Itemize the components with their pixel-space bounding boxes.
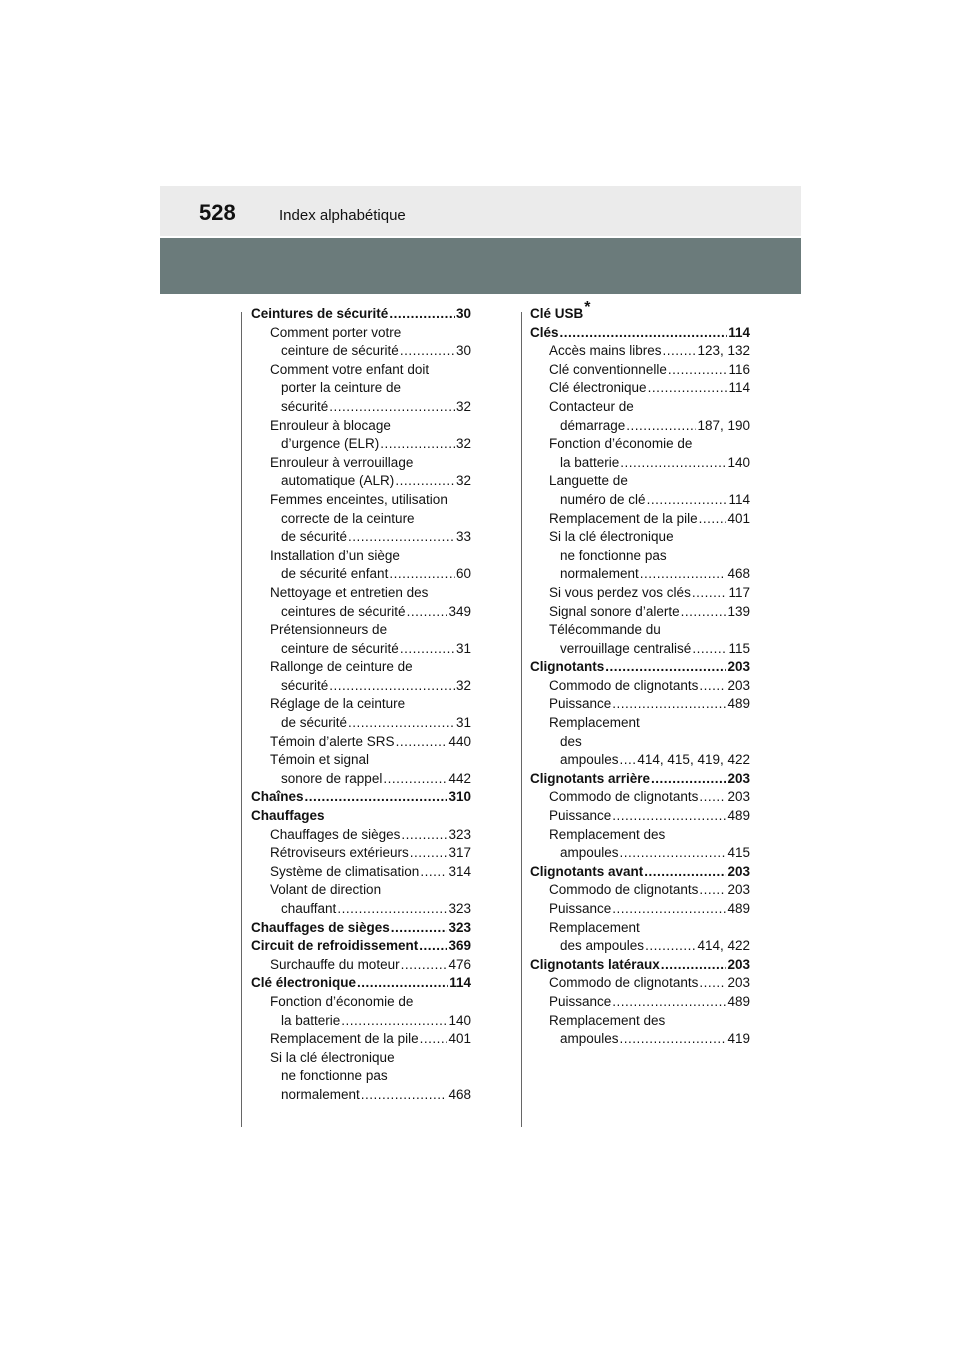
index-entry — [251, 658, 471, 677]
index-entry-page: 117 — [728, 584, 750, 600]
index-entry-text: Si vous perdez vos clés — [549, 584, 691, 600]
index-entry-text: Enrouleur à blocage — [270, 417, 391, 433]
index-entry — [530, 658, 750, 677]
index-entry — [530, 379, 750, 398]
index-entry-text: Commodo de clignotants — [549, 789, 699, 805]
dot-leader — [645, 937, 696, 956]
index-entry — [530, 299, 750, 324]
index-entry-text: de sécurité — [281, 715, 348, 731]
index-entry-page: 139 — [727, 603, 750, 619]
index-entry — [530, 342, 750, 361]
index-entry-page: 32 — [455, 398, 471, 414]
index-entry — [530, 788, 750, 807]
index-entry — [251, 751, 471, 770]
index-entry-text: Système de climatisation — [270, 863, 420, 879]
index-entry — [530, 844, 750, 863]
index-entry — [530, 751, 750, 770]
index-entry-text: Volant de direction — [270, 882, 382, 898]
dot-leader — [400, 342, 455, 361]
index-entry-page: 440 — [448, 733, 471, 749]
index-entry-text: ampoules — [560, 752, 619, 768]
index-entry-text: Comment votre enfant doit — [270, 361, 430, 377]
index-entry-page: 115 — [728, 640, 750, 656]
index-entry — [530, 603, 750, 622]
index-entry — [530, 491, 750, 510]
dot-leader — [699, 974, 726, 993]
index-entry-page: 476 — [448, 956, 471, 972]
index-entry — [530, 454, 750, 473]
index-entry-text: Fonction d’économie de — [270, 993, 414, 1009]
dot-leader — [699, 510, 727, 529]
index-entry-text: porter la ceinture de — [281, 380, 402, 396]
index-entry — [251, 807, 471, 826]
index-entry — [251, 863, 471, 882]
index-entry-text: Clé électronique — [549, 380, 647, 396]
index-entry — [251, 342, 471, 361]
dot-leader — [620, 1030, 727, 1049]
index-entry-text: Clé conventionnelle — [549, 361, 667, 377]
index-entry-text: Chauffages de sièges — [251, 919, 390, 935]
index-entry — [251, 881, 471, 900]
index-entry — [251, 491, 471, 510]
dot-leader — [692, 640, 727, 659]
index-entry-text: Témoin et signal — [270, 752, 370, 768]
index-entry-page: 30 — [455, 343, 471, 359]
index-entry-text: Chauffages de sièges — [270, 826, 401, 842]
dot-leader — [361, 1086, 448, 1105]
dot-leader — [420, 863, 447, 882]
index-entry-page: 32 — [455, 436, 471, 452]
dot-leader — [341, 1012, 447, 1031]
dot-leader — [692, 584, 728, 603]
index-entry — [251, 993, 471, 1012]
dot-leader — [681, 603, 727, 622]
index-entry-text: Clignotants latéraux — [530, 956, 660, 972]
index-entry — [251, 435, 471, 454]
dot-leader — [419, 937, 447, 956]
index-entry — [251, 733, 471, 752]
index-entry-page: 442 — [448, 770, 471, 786]
index-entry-page: 187, 190 — [697, 417, 750, 433]
dot-leader — [612, 695, 726, 714]
index-entry — [530, 695, 750, 714]
dot-leader — [651, 770, 726, 789]
dot-leader — [605, 658, 726, 677]
page-title: Index alphabétique — [279, 207, 406, 224]
index-entry-text: Nettoyage et entretien des — [270, 584, 429, 600]
dot-leader — [612, 900, 726, 919]
index-entry — [251, 584, 471, 603]
dot-leader — [410, 844, 448, 863]
index-entry-text: ampoules — [560, 845, 619, 861]
dot-leader — [560, 324, 728, 343]
index-entry — [251, 640, 471, 659]
index-entry-text: Enrouleur à verrouillage — [270, 454, 414, 470]
index-entry — [530, 993, 750, 1012]
index-entry-page: 203 — [727, 863, 750, 879]
index-column-right — [530, 299, 750, 1049]
index-entry-text: normalement — [281, 1086, 360, 1102]
index-entry-page: 489 — [727, 901, 750, 916]
index-entry-page: 32 — [455, 473, 471, 489]
index-entry-text: Clés — [530, 324, 559, 340]
index-entry-text: Femmes enceintes, utilisation — [270, 491, 448, 507]
index-entry-page: 468 — [448, 1086, 471, 1102]
index-entry — [251, 603, 471, 622]
index-entry-text: Prétensionneurs de — [270, 622, 388, 638]
index-entry — [530, 956, 750, 975]
dot-leader — [329, 398, 455, 417]
index-entry — [251, 398, 471, 417]
index-entry-text: sécurité — [281, 677, 329, 693]
index-entry-page: 203 — [727, 677, 750, 693]
index-entry-page: 123, 132 — [697, 343, 750, 359]
dot-leader — [640, 565, 727, 584]
index-entry-text: Languette de — [549, 473, 628, 489]
index-entry-page: 114 — [728, 491, 750, 507]
index-entry — [530, 640, 750, 659]
index-entry — [530, 770, 750, 789]
dot-leader — [329, 677, 455, 696]
index-entry-text: ceinture de sécurité — [281, 343, 399, 359]
index-entry-text: Installation d’un siège — [270, 547, 400, 563]
index-entry-text: Surchauffe du moteur — [270, 956, 400, 972]
dot-leader — [391, 919, 448, 938]
index-entry-text: Réglage de la ceinture — [270, 696, 406, 712]
index-entry-page: 203 — [727, 882, 750, 898]
index-entry-text: Chaînes — [251, 789, 304, 805]
index-entry-text: démarrage — [560, 417, 626, 433]
dot-leader — [407, 603, 448, 622]
index-entry — [530, 826, 750, 845]
index-entry-text: verrouillage centralisé — [560, 640, 692, 656]
dot-leader — [401, 826, 447, 845]
index-entry-text: la batterie — [560, 454, 620, 470]
index-entry-text: Clignotants arrière — [530, 770, 651, 786]
dot-leader — [305, 788, 448, 807]
index-entry — [530, 472, 750, 491]
index-entry — [530, 900, 750, 919]
index-entry — [530, 621, 750, 640]
index-entry — [530, 565, 750, 584]
index-entry — [530, 807, 750, 826]
dot-leader — [400, 640, 455, 659]
index-entry — [251, 1012, 471, 1031]
index-entry-text: Commodo de clignotants — [549, 975, 699, 991]
header-bar — [160, 186, 801, 236]
dot-leader — [699, 677, 726, 696]
index-entry-text: Chauffages — [251, 808, 325, 824]
index-entry-text: de sécurité — [281, 529, 348, 545]
index-entry-page: 203 — [727, 956, 750, 972]
index-entry-text: Signal sonore d’alerte — [549, 603, 680, 619]
index-entry — [251, 900, 471, 919]
index-entry — [530, 677, 750, 696]
index-entry — [251, 565, 471, 584]
index-entry — [530, 547, 750, 566]
index-entry-text: ne fonctionne pas — [281, 1068, 388, 1084]
index-entry — [530, 324, 750, 343]
index-entry — [251, 1086, 471, 1105]
dot-leader — [395, 472, 455, 491]
index-entry-page: 114 — [449, 975, 471, 991]
index-entry — [251, 695, 471, 714]
dot-leader — [389, 565, 455, 584]
index-entry — [251, 324, 471, 343]
index-entry-text: Puissance — [549, 808, 612, 824]
index-entry-text: normalement — [560, 566, 639, 582]
dot-leader — [647, 491, 728, 510]
dot-leader — [380, 435, 455, 454]
page-number: 528 — [199, 200, 236, 225]
index-entry-text: Comment porter votre — [270, 324, 402, 340]
index-entry-text: la batterie — [281, 1012, 341, 1028]
index-entry-page: 401 — [727, 510, 750, 526]
index-entry-text: d’urgence (ELR) — [281, 436, 380, 452]
index-entry — [251, 1030, 471, 1049]
index-entry-page: 33 — [455, 529, 471, 545]
index-entry — [251, 826, 471, 845]
index-entry — [530, 361, 750, 380]
dot-leader — [396, 733, 448, 752]
index-entry — [251, 547, 471, 566]
index-entry-page: 323 — [448, 919, 471, 935]
index-entry — [530, 881, 750, 900]
index-entry-page: 203 — [727, 789, 750, 805]
dot-leader — [699, 788, 726, 807]
index-entry-page: 116 — [728, 361, 750, 377]
index-entry — [251, 1049, 471, 1068]
index-entry-page: 203 — [727, 975, 750, 991]
index-entry — [251, 379, 471, 398]
index-entry-page: 32 — [455, 677, 471, 693]
index-entry — [251, 621, 471, 640]
index-entry-text: sonore de rappel — [281, 770, 383, 786]
index-entry — [530, 584, 750, 603]
index-entry-text: numéro de clé — [560, 491, 646, 507]
index-entry-text: Remplacement — [549, 715, 640, 731]
index-entry-text: Clé électronique — [251, 975, 357, 991]
index-entry-text: Puissance — [549, 696, 612, 712]
index-entry-text: Rétroviseurs extérieurs — [270, 845, 409, 861]
index-entry — [251, 770, 471, 789]
index-entry-text: ceintures de sécurité — [281, 603, 406, 619]
index-column-left — [251, 305, 471, 1105]
index-entry-page: 140 — [727, 454, 750, 470]
index-entry-page: 349 — [448, 603, 471, 619]
index-entry-page: 114 — [728, 380, 750, 396]
index-entry-page: 317 — [448, 845, 471, 861]
index-entry — [251, 956, 471, 975]
index-entry — [251, 528, 471, 547]
index-entry-text: des ampoules — [560, 938, 645, 954]
index-entry-text: Commodo de clignotants — [549, 677, 699, 693]
index-entry-text: Remplacement de la pile — [549, 510, 698, 526]
dot-leader — [420, 1030, 448, 1049]
index-entry-page: 60 — [455, 566, 471, 582]
index-entry-text: Si la clé électronique — [549, 529, 674, 545]
index-entry-text: Remplacement de la pile — [270, 1031, 419, 1047]
index-entry — [251, 361, 471, 380]
index-entry-text: automatique (ALR) — [281, 473, 395, 489]
index-entry-text: Clé USB — [530, 306, 584, 321]
index-entry — [251, 788, 471, 807]
dot-leader — [644, 863, 726, 882]
index-entry-page: 114 — [728, 324, 750, 340]
index-entry-text: de sécurité enfant — [281, 566, 389, 582]
index-entry-page: 314 — [448, 863, 471, 879]
index-entry-page: 31 — [455, 640, 471, 656]
right-column-rule — [521, 312, 522, 1127]
index-entry-page: 30 — [455, 306, 471, 321]
index-entry — [251, 919, 471, 938]
dot-leader — [612, 807, 726, 826]
footnote-asterisk: * — [584, 299, 591, 316]
index-entry-page: 203 — [727, 770, 750, 786]
index-entry-text: Remplacement des — [549, 826, 666, 842]
index-entry-text: Si la clé électronique — [270, 1049, 395, 1065]
dot-leader — [389, 305, 455, 324]
index-entry-text: Ceintures de sécurité — [251, 306, 389, 321]
index-entry — [530, 919, 750, 938]
index-entry-page: 323 — [448, 901, 471, 916]
index-entry-page: 401 — [448, 1031, 471, 1047]
dot-leader — [401, 956, 448, 975]
index-entry — [530, 863, 750, 882]
index-entry — [530, 510, 750, 529]
dot-leader — [661, 956, 727, 975]
index-entry-text: ceinture de sécurité — [281, 640, 399, 656]
dot-leader — [337, 900, 447, 919]
index-entry — [251, 714, 471, 733]
index-entry-text: Commodo de clignotants — [549, 882, 699, 898]
index-entry-page: 468 — [727, 566, 750, 582]
index-entry — [530, 417, 750, 436]
index-entry-text: Contacteur de — [549, 398, 634, 414]
dot-leader — [348, 528, 455, 547]
index-entry — [251, 472, 471, 491]
index-entry-text: Clignotants avant — [530, 863, 644, 879]
index-entry-text: des — [560, 733, 582, 749]
index-entry — [530, 398, 750, 417]
index-entry — [251, 844, 471, 863]
dot-leader — [699, 881, 726, 900]
dot-leader — [383, 770, 447, 789]
index-entry-page: 31 — [455, 715, 471, 731]
index-entry — [251, 937, 471, 956]
index-entry-text: chauffant — [281, 901, 337, 916]
index-entry-text: Rallonge de ceinture de — [270, 659, 413, 675]
index-entry — [251, 677, 471, 696]
index-entry — [251, 510, 471, 529]
index-entry-text: ne fonctionne pas — [560, 547, 667, 563]
index-entry-text: Circuit de refroidissement — [251, 938, 419, 954]
index-entry — [251, 1067, 471, 1086]
index-entry-text: Puissance — [549, 993, 612, 1009]
index-entry-text: Télécommande du — [549, 622, 661, 638]
index-entry-page: 323 — [448, 826, 471, 842]
index-entry-text: Témoin d’alerte SRS — [270, 733, 395, 749]
index-entry-page: 419 — [727, 1031, 750, 1047]
index-entry-page: 415 — [727, 845, 750, 861]
index-entry — [251, 417, 471, 436]
index-entry-text: correcte de la ceinture — [281, 510, 415, 526]
index-entry-page: 310 — [448, 789, 471, 805]
index-entry-text: sécurité — [281, 398, 329, 414]
index-entry-page: 203 — [727, 659, 750, 675]
left-column-rule — [241, 312, 242, 1127]
index-entry — [530, 1012, 750, 1031]
dot-leader — [648, 379, 728, 398]
index-entry — [530, 714, 750, 733]
dot-leader — [663, 342, 697, 361]
dot-leader — [348, 714, 455, 733]
index-entry-page: 140 — [448, 1012, 471, 1028]
index-entry-text: Clignotants — [530, 659, 605, 675]
index-entry-page: 369 — [448, 938, 471, 954]
index-entry-page: 414, 422 — [697, 938, 750, 954]
index-entry — [530, 528, 750, 547]
index-entry-text: Fonction d’économie de — [549, 436, 693, 452]
index-entry — [530, 974, 750, 993]
index-entry — [251, 454, 471, 473]
index-entry-text: Remplacement des — [549, 1012, 666, 1028]
index-entry-page: 489 — [727, 993, 750, 1009]
dot-leader — [620, 751, 637, 770]
index-entry-text: Puissance — [549, 901, 612, 916]
dot-leader — [626, 417, 696, 436]
index-entry-page: 489 — [727, 808, 750, 824]
dot-leader — [357, 974, 448, 993]
index-entry — [251, 305, 471, 324]
index-entry-text: Remplacement — [549, 919, 640, 935]
dot-leader — [668, 361, 728, 380]
index-entry-text: ampoules — [560, 1031, 619, 1047]
index-entry — [530, 435, 750, 454]
index-entry-page: 414, 415, 419, 422 — [637, 752, 750, 768]
header-band — [160, 238, 801, 294]
index-entry — [530, 1030, 750, 1049]
index-entry — [530, 937, 750, 956]
index-entry — [530, 733, 750, 752]
dot-leader — [612, 993, 726, 1012]
dot-leader — [620, 844, 727, 863]
index-entry-text: Accès mains libres — [549, 343, 662, 359]
dot-leader — [620, 454, 726, 473]
index-entry — [251, 974, 471, 993]
index-entry-page: 489 — [727, 696, 750, 712]
